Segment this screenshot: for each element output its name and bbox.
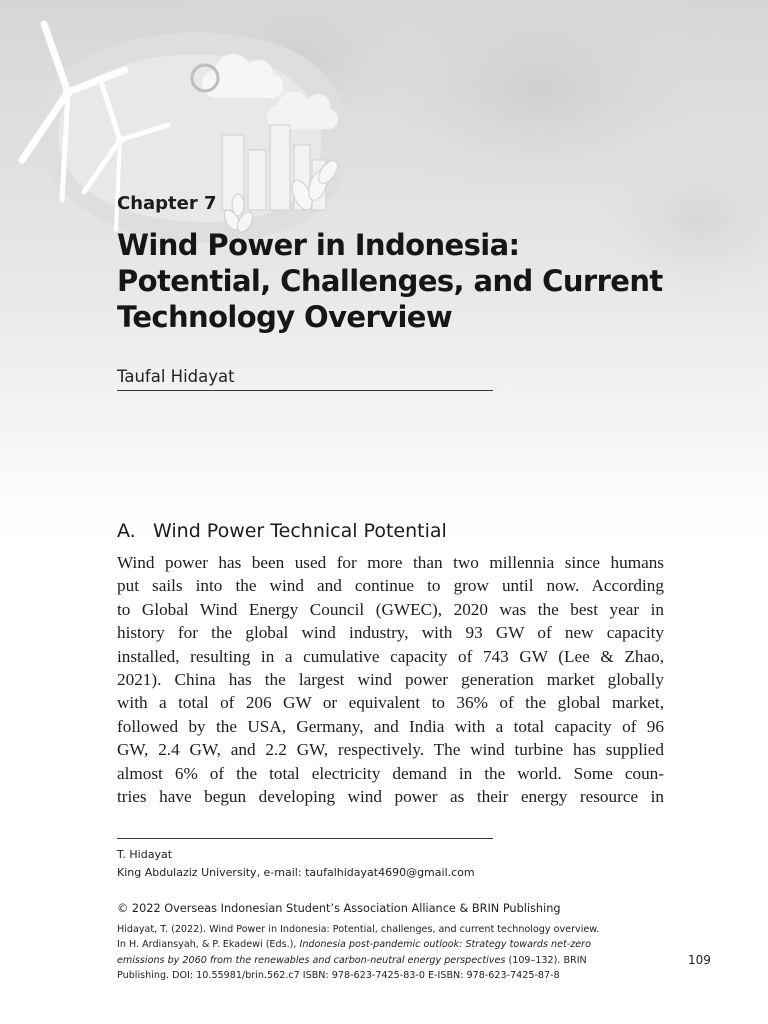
citation-block [117, 922, 677, 984]
citation-line [117, 953, 677, 968]
body-line: tries have begun developing wind power as their energy resource in [117, 787, 664, 807]
chapter-title-line: Wind Power in Indonesia: [117, 228, 520, 262]
body-line: Wind power has been used for more than two millennia since humans [117, 553, 664, 572]
citation-line: Publishing. DOI: 10.55981/brin.562.c7 ISBN: 978-623-7425-83-0 E-ISBN: 978-623-7425-87-8 [117, 970, 560, 982]
section-heading-text: Wind Power Technical Potential [153, 520, 447, 542]
citation-text: In H. Ardiansyah, & P. Ekadewi (Eds.), [117, 939, 300, 951]
body-line: GW, 2.4 GW, and 2.2 GW, respectively. The wind turbine has supplied [117, 740, 664, 760]
body-line: with a total of 206 GW or equivalent to 36% of the global market, [117, 693, 664, 713]
body-line: put sails into the wind and continue to grow until now. According [117, 576, 664, 596]
body-line: history for the global wind industry, with 93 GW of new capacity [117, 623, 664, 643]
footnote-affiliation: King Abdulaziz University, e-mail: taufalhidayat4690@gmail.com [117, 866, 475, 879]
chapter-title-line: Technology Overview [117, 300, 453, 334]
chapter-label: Chapter 7 [117, 193, 217, 214]
page-number: 109 [688, 953, 711, 967]
citation-book-title: Indonesia post-pandemic outlook: Strategy towards net-zero [299, 939, 591, 951]
citation-line: Hidayat, T. (2022). Wind Power in Indonesia: Potential, challenges, and current technology overview. [117, 924, 600, 935]
section-number: A. [117, 520, 136, 542]
body-line: installed, resulting in a cumulative capacity of 743 GW (Lee & Zhao, [117, 646, 664, 666]
body-line: to Global Wind Energy Council (GWEC), 2020 was the best year in [117, 599, 664, 619]
chapter-author: Taufal Hidayat [117, 367, 493, 391]
section-heading [117, 520, 447, 542]
body-paragraph [117, 551, 664, 808]
citation-line [117, 937, 677, 952]
body-line: almost 6% of the total electricity demand in the world. Some coun- [117, 763, 664, 783]
footnote-author: T. Hidayat [117, 848, 173, 861]
body-line: followed by the USA, Germany, and India with a total capacity of 96 [117, 716, 664, 736]
citation-text: (109–132). BRIN [505, 954, 587, 966]
chapter-title-line: Potential, Challenges, and Current [117, 264, 663, 298]
copyright-notice: © 2022 Overseas Indonesian Student’s Association Alliance & BRIN Publishing [117, 902, 561, 915]
citation-book-title: emissions by 2060 from the renewables and carbon-neutral energy perspectives [117, 954, 506, 966]
footnote-divider [117, 838, 493, 839]
chapter-title [117, 227, 717, 335]
body-line: 2021). China has the largest wind power generation market globally [117, 670, 664, 690]
